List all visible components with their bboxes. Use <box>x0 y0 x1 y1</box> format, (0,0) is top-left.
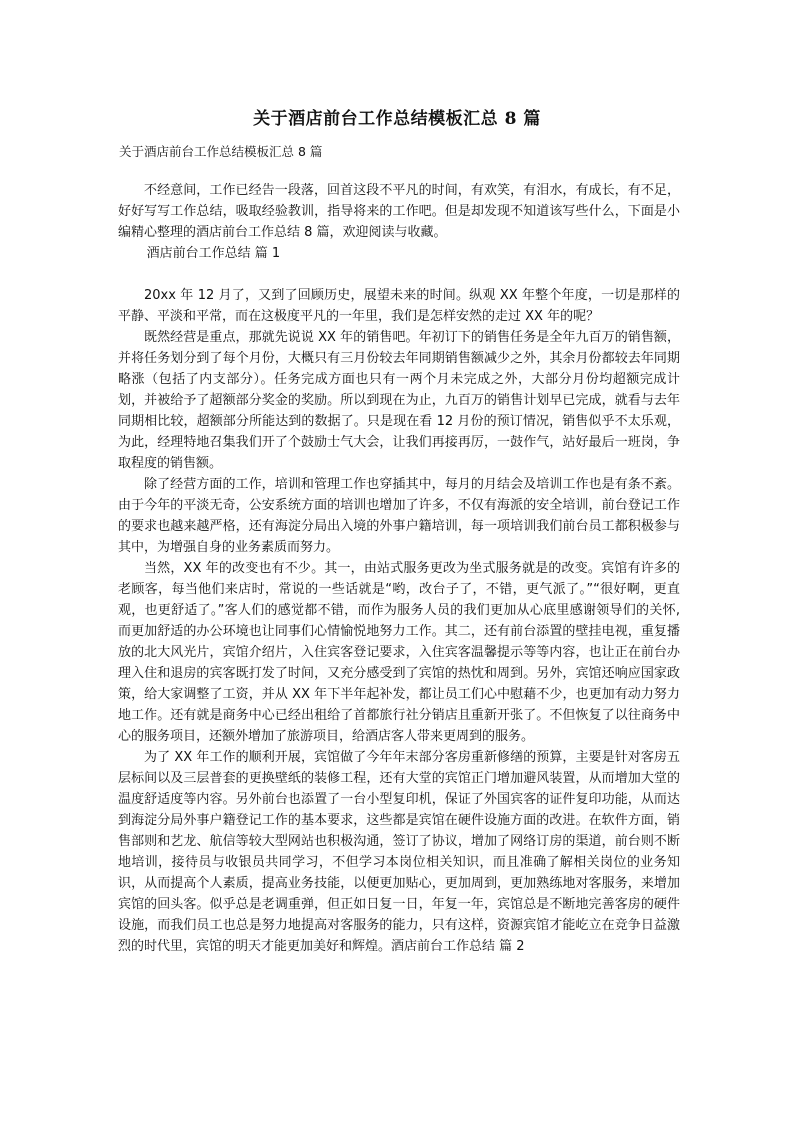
body-paragraph: 除了经营方面的工作，培训和管理工作也穿插其中，每月的月结会及培训工作也是有条不紊。由于今年的平淡无奇，公安系统方面的培训也增加了许多，不仅有海派的安全培训，前台登记工作的要求也越来越严格，还有海淀分局出入境的外事户籍培训，每一项培训我们前台员工都积极参与其中，为增强自身的业务素质而努力。 <box>118 477 680 555</box>
body-paragraph: 既然经营是重点，那就先说说 XX 年的销售吧。年初订下的销售任务是全年九百万的销售额，并将任务划分到了每个月份，大概只有三月份较去年同期销售额减少之外，其余月份都较去年同期略涨（包括了内支部分）。任务完成方面也只有一两个月未完成之外，大部分月份均超额完成计划，并被给予了超额部分奖金的奖励。所以到现在为止，九百万的销售计划早已完成，就看与去年同期相比较，超额部分所能达到的数据了。只是现在看 12 月份的预订情况，销售似乎不太乐观，为此，经理特地召集我们开了个鼓励士气大会，让我们再接再厉，一鼓作气，站好最后一班岗，争取程度的销售额。 <box>118 330 680 471</box>
body-paragraph: 20xx 年 12 月了，又到了回顾历史，展望未来的时间。纵观 XX 年整个年度，一切是那样的平静、平淡和平常，而在这极度平凡的一年里，我们是怎样安然的走过 XX 年的呢？ <box>118 288 680 324</box>
document-title: 关于酒店前台工作总结模板汇总 8 篇 <box>253 109 541 129</box>
body-paragraph: 当然，XX 年的改变也有不少。其一，由站式服务更改为坐式服务就是的改变。宾馆有许多的老顾客，每当他们来店时，常说的一些话就是“哟，改台子了，不错，更气派了。”“很好啊，更直观，也更舒适了。”客人们的感觉都不错，而作为服务人员的我们更加从心底里感谢领导们的关怀,而更加舒适的办公环境也让同事们心情愉悦地努力工作。其二，还有前台添置的壁挂电视，重复播放的北大风光片，宾馆介绍片，入住宾客登记要求，入住宾客温馨提示等等内容，也让正在前台办理入住和退房的宾客既打发了时间，又充分感受到了宾馆的热忱和周到。另外，宾馆还响应国家政策，给大家调整了工资，并从 XX 年下半年起补发，都让员工们心中慰藉不少，也更加有动力努力地工作。还有就是商务中心已经出租给了首都旅行社分销店且重新开张了。不但恢复了以往商务中心的服务项目，还额外增加了旅游项目，给酒店客人带来更周到的服务。 <box>118 561 680 744</box>
document-subtitle: 关于酒店前台工作总结模板汇总 8 篇 <box>119 144 323 159</box>
body-paragraph: 为了 XX 年工作的顺利开展，宾馆做了今年年末部分客房重新修缮的预算，主要是针对客房五层标间以及三层普套的更换壁纸的装修工程，还有大堂的宾馆正门增加避风装置，从而增加大堂的温度舒适度等内容。另外前台也添置了一台小型复印机，保证了外国宾客的证件复印功能，从而达到海淀分局外事户籍登记工作的基本要求，这些都是宾馆在硬件设施方面的改进。在软件方面，销售部则和艺龙、航信等较大型网站也积极沟通，签订了协议，增加了网络订房的渠道，前台则不断地培训，接待员与收银员共同学习，不但学习本岗位相关知识，而且准确了解相关岗位的业务知识，从而提高个人素质，提高业务技能，以便更加贴心，更加周到，更加熟练地对客服务，来增加宾馆的回头客。似乎总是老调重弹，但正如日复一日，年复一年，宾馆总是不断地完善客房的硬件设施，而我们员工也总是努力地提高对客服务的能力，只有这样，资源宾馆才能屹立在竞争日益激烈的时代里，宾馆的明天才能更加美好和辉煌。酒店前台工作总结 篇 2 <box>118 750 680 954</box>
section-heading: 酒店前台工作总结 篇 1 <box>146 246 281 261</box>
intro-paragraph: 不经意间，工作已经告一段落，回首这段不平凡的时间，有欢笑，有泪水，有成长，有不足，好好写写工作总结，吸取经验教训，指导将来的工作吧。但是却发现不知道该写些什么，下面是小编精心整理的酒店前台工作总结 8 篇，欢迎阅读与收藏。 <box>118 183 680 240</box>
document-body <box>118 180 680 957</box>
